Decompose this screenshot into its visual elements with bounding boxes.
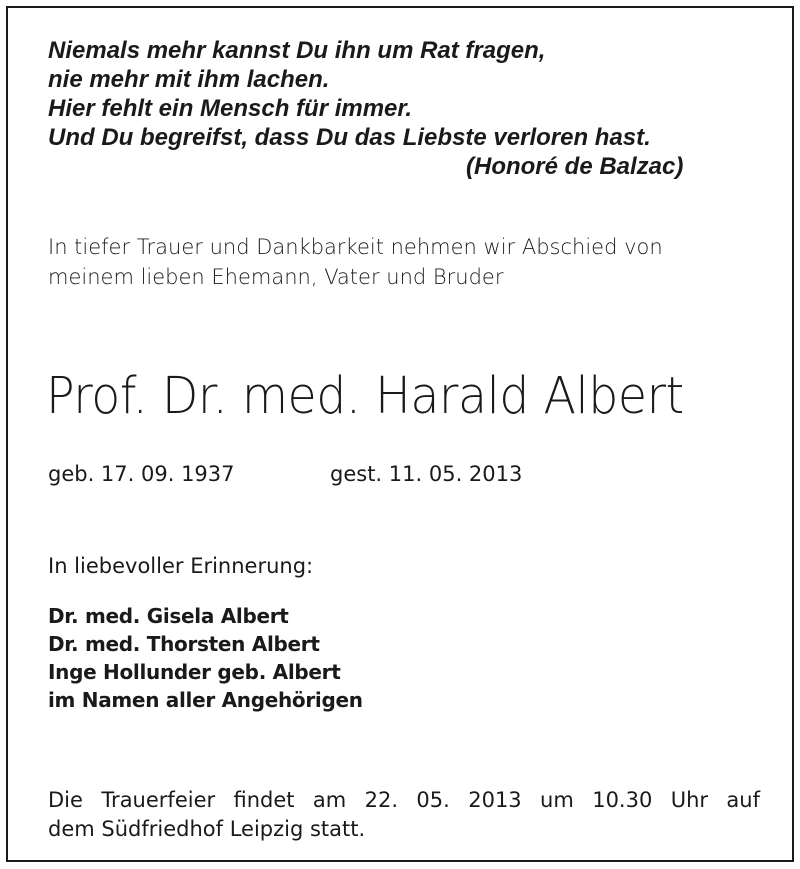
death-date: gest. 11. 05. 2013 <box>330 462 523 486</box>
intro-line: meinem lieben Ehemann, Vater und Bruder <box>48 265 504 289</box>
quote-line: nie mehr mit ihm lachen. <box>48 66 330 93</box>
mourner-name: Dr. med. Thorsten Albert <box>48 632 320 656</box>
mourners-list <box>48 602 363 714</box>
quote-line: Niemals mehr kannst Du ihn um Rat fragen, <box>48 37 546 64</box>
service-line: Die Trauerfeier findet am 22. 05. 2013 um 10.30 Uhr auf <box>48 788 760 812</box>
obituary-notice <box>6 6 794 862</box>
quote-author: (Honoré de Balzac) <box>466 153 684 180</box>
mourner-name: Inge Hollunder geb. Albert <box>48 660 341 684</box>
quote-line: Hier fehlt ein Mensch für immer. <box>48 95 413 122</box>
mourner-name: Dr. med. Gisela Albert <box>48 604 289 628</box>
quote-line: Und Du begreifst, dass Du das Liebste verloren hast. <box>48 124 651 151</box>
funeral-service-info <box>48 786 760 844</box>
memory-heading: In liebevoller Erinnerung: <box>48 554 314 578</box>
service-line: dem Südfriedhof Leipzig statt. <box>48 817 366 841</box>
mourner-name: im Namen aller Angehörigen <box>48 688 363 712</box>
intro-line: In tiefer Trauer und Dankbarkeit nehmen wir Abschied von <box>48 235 663 259</box>
deceased-name: Prof. Dr. med. Harald Albert <box>46 367 684 426</box>
memorial-quote <box>48 36 748 180</box>
birth-date: geb. 17. 09. 1937 <box>48 462 235 486</box>
farewell-intro <box>48 232 778 292</box>
